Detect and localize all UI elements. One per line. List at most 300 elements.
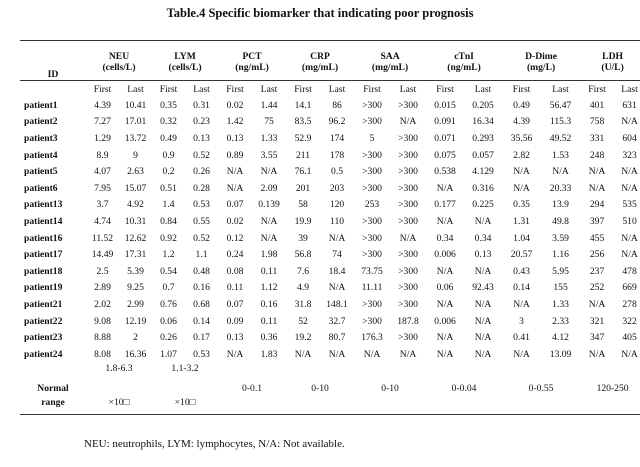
table-cell: N/A <box>621 249 638 261</box>
unit-saa: (mg/mL) <box>371 62 409 73</box>
normal-pct: 0-0.1 <box>242 383 263 394</box>
sub-header-last: Last <box>541 81 580 98</box>
table-cell: 115.3 <box>549 116 572 128</box>
table-cell: 17.01 <box>124 116 147 128</box>
table-cell: 155 <box>553 282 568 294</box>
table-cell: 347 <box>589 332 605 344</box>
table-cell: 0.84 <box>160 215 177 227</box>
patient-id: patient23 <box>24 332 63 344</box>
table-cell: 7.27 <box>94 116 111 128</box>
table-cell: 11.52 <box>91 232 114 244</box>
table-cell: 278 <box>622 298 637 310</box>
table-cell: N/A <box>399 116 417 128</box>
table-cell: N/A <box>474 215 492 227</box>
table-row <box>20 296 640 313</box>
table-cell: >300 <box>398 332 418 344</box>
table-cell: >300 <box>398 132 418 144</box>
table-cell: 256 <box>589 249 605 261</box>
patient-id: patient14 <box>24 215 63 227</box>
table-cell: 0.02 <box>226 99 244 111</box>
table-row <box>20 197 640 214</box>
table-cell: N/A <box>474 298 492 310</box>
table-cell: >300 <box>362 249 382 261</box>
table-cell: 0.071 <box>434 132 456 144</box>
table-cell: 323 <box>622 149 637 161</box>
table-cell: 253 <box>364 199 380 211</box>
table-cell: 535 <box>622 199 637 211</box>
table-cell: >300 <box>398 215 418 227</box>
table-cell: 86 <box>332 99 342 111</box>
table-cell: >300 <box>362 149 382 161</box>
normal-neu-range: 1.8-6.3 <box>105 362 133 374</box>
table-cell: 74 <box>332 249 342 261</box>
table-cell: 0.177 <box>434 199 456 211</box>
table-cell: N/A <box>260 166 278 178</box>
table-cell: 0.53 <box>193 348 210 360</box>
sub-header-first: First <box>502 81 541 98</box>
table-cell: 12.62 <box>124 232 147 244</box>
table-cell: 19.9 <box>294 215 312 227</box>
sub-header-first: First <box>426 81 464 98</box>
table-cell: 1.33 <box>552 298 569 310</box>
table-cell: N/A <box>436 298 454 310</box>
table-cell: 9 <box>133 149 138 161</box>
table-cell: 0.205 <box>472 99 494 111</box>
unit-ldh: (U/L) <box>601 62 624 73</box>
table-cell: 321 <box>589 315 605 327</box>
table-cell: 2.89 <box>94 282 111 294</box>
patient-id: patient5 <box>24 166 58 178</box>
table-cell: 176.3 <box>361 332 383 344</box>
table-row <box>20 230 640 247</box>
sub-header-first: First <box>354 81 390 98</box>
table-cell: 455 <box>589 232 605 244</box>
table-cell: 18.4 <box>328 265 346 277</box>
table-cell: 0.23 <box>193 116 210 128</box>
table-cell: 15.07 <box>124 182 147 194</box>
table-cell: 0.006 <box>434 249 456 261</box>
table-cell: 49.8 <box>552 215 569 227</box>
table-cell: 0.225 <box>472 199 494 211</box>
normal-ddime: 0-0.55 <box>528 383 554 394</box>
table-cell: 0.34 <box>474 232 492 244</box>
table-cell: >300 <box>398 166 418 178</box>
header-pct: PCT <box>218 41 286 63</box>
table-cell: 52.9 <box>294 132 312 144</box>
table-cell: N/A <box>436 182 454 194</box>
table-row <box>20 97 640 114</box>
table-cell: 5.95 <box>552 265 569 277</box>
table-cell: 2.02 <box>94 298 111 310</box>
table-cell: 0.13 <box>226 132 244 144</box>
table-cell: 0.02 <box>226 215 244 227</box>
table-cell: 0.28 <box>193 182 210 194</box>
table-cell: 0.34 <box>436 232 454 244</box>
table-cell: 174 <box>329 132 345 144</box>
table-cell: 0.091 <box>434 116 456 128</box>
table-cell: 401 <box>589 99 605 111</box>
table-cell: 76.1 <box>294 166 312 178</box>
table-cell: 510 <box>622 215 637 227</box>
table-cell: 2.09 <box>260 182 278 194</box>
table-row <box>20 114 640 131</box>
table-cell: N/A <box>328 232 346 244</box>
table-cell: 1.98 <box>260 249 278 261</box>
table-cell: 5 <box>369 132 375 144</box>
table-cell: >300 <box>398 149 418 161</box>
table-cell: N/A <box>436 215 454 227</box>
table-cell: N/A <box>474 332 492 344</box>
table-cell: N/A <box>621 166 638 178</box>
header-crp: CRP <box>286 41 354 63</box>
table-cell: 0.17 <box>193 332 210 344</box>
table-cell: 2.5 <box>96 265 109 277</box>
normal-crp: 0-10 <box>311 383 329 394</box>
table-row <box>20 147 640 164</box>
table-cell: 83.5 <box>294 116 312 128</box>
biomarker-table <box>20 40 640 415</box>
table-cell: 322 <box>622 315 637 327</box>
table-cell: 0.26 <box>160 332 177 344</box>
table-cell: N/A <box>552 166 569 178</box>
table-cell: N/A <box>588 182 606 194</box>
table-cell: 16.34 <box>472 116 494 128</box>
table-cell: 1.12 <box>260 282 278 294</box>
table-cell: 0.12 <box>226 232 244 244</box>
table-cell: 0.35 <box>160 99 177 111</box>
table-cell: 0.293 <box>472 132 494 144</box>
table-cell: 80.7 <box>328 332 346 344</box>
table-cell: 201 <box>295 182 311 194</box>
table-cell: 0.35 <box>513 199 530 211</box>
table-cell: N/A <box>588 348 606 360</box>
header-neu: NEU <box>86 41 152 63</box>
patient-id: patient19 <box>24 282 63 294</box>
table-cell: 5.39 <box>127 265 144 277</box>
table-cell: 0.2 <box>162 166 175 178</box>
sub-header-last: Last <box>119 81 152 98</box>
table-cell: 2.33 <box>552 315 569 327</box>
table-row <box>20 246 640 263</box>
table-cell: 52 <box>298 315 308 327</box>
table-cell: 604 <box>622 132 637 144</box>
table-cell: 0.14 <box>513 282 530 294</box>
table-cell: 0.43 <box>513 265 530 277</box>
table-cell: N/A <box>621 348 638 360</box>
header-lym: LYM <box>152 41 218 63</box>
sub-header-last: Last <box>464 81 502 98</box>
table-cell: >300 <box>362 298 382 310</box>
table-cell: >300 <box>398 298 418 310</box>
patient-id: patient22 <box>24 315 63 327</box>
table-cell: 0.06 <box>436 282 454 294</box>
table-cell: >300 <box>362 99 382 111</box>
table-cell: 4.74 <box>94 215 111 227</box>
patient-id: patient13 <box>24 199 63 211</box>
table-cell: 148.1 <box>326 298 348 310</box>
table-cell: 120 <box>329 199 345 211</box>
table-cell: 211 <box>296 149 311 161</box>
table-title: Table.4 Specific biomarker that indicating poor prognosis <box>166 6 474 20</box>
table-cell: N/A <box>474 265 492 277</box>
table-cell: N/A <box>588 298 606 310</box>
table-cell: 10.31 <box>124 215 147 227</box>
normal-lym-unit: ×10□ <box>152 397 218 415</box>
table-cell: 0.057 <box>472 149 494 161</box>
sub-header-first: First <box>152 81 185 98</box>
table-cell: 0.09 <box>226 315 244 327</box>
header-id: ID <box>20 41 86 81</box>
table-cell: 0.31 <box>193 99 210 111</box>
table-cell: N/A <box>588 166 606 178</box>
table-cell: 397 <box>589 215 605 227</box>
normal-bottom-spacer <box>218 397 640 415</box>
table-cell: 11.11 <box>361 282 383 294</box>
normal-spacer <box>218 363 640 381</box>
table-cell: N/A <box>226 182 244 194</box>
patient-id: patient1 <box>24 99 58 111</box>
unit-ddime: (mg/L) <box>526 62 556 73</box>
table-cell: 405 <box>622 332 637 344</box>
table-cell: 203 <box>329 182 345 194</box>
table-cell: 2.82 <box>513 149 530 161</box>
sub-header-last: Last <box>390 81 426 98</box>
table-cell: 1.07 <box>160 348 177 360</box>
table-cell: 8.08 <box>94 348 111 360</box>
patient-id: patient2 <box>24 116 58 128</box>
table-cell: 331 <box>589 132 605 144</box>
unit-ctni: (ng/mL) <box>447 62 481 73</box>
table-cell: 0.51 <box>160 182 177 194</box>
table-row <box>20 163 640 180</box>
table-cell: 0.52 <box>193 149 210 161</box>
table-cell: 75 <box>264 116 274 128</box>
table-cell: 10.41 <box>124 99 147 111</box>
table-cell: 0.075 <box>434 149 456 161</box>
table-cell: N/A <box>436 332 454 344</box>
table-cell: 0.14 <box>193 315 210 327</box>
table-cell: 478 <box>622 265 637 277</box>
table-cell: 0.26 <box>193 166 210 178</box>
table-cell: N/A <box>474 315 492 327</box>
table-cell: 0.36 <box>260 332 278 344</box>
patient-id: patient3 <box>24 132 58 144</box>
table-cell: N/A <box>621 116 638 128</box>
table-cell: 0.11 <box>260 265 278 277</box>
table-cell: 110 <box>330 215 345 227</box>
table-cell: 0.9 <box>162 149 175 161</box>
table-cell: 39 <box>298 232 308 244</box>
table-cell: N/A <box>513 298 530 310</box>
table-cell: 19.2 <box>294 332 312 344</box>
table-cell: 49.52 <box>549 132 572 144</box>
sub-header-first: First <box>286 81 320 98</box>
patient-id: patient18 <box>24 265 63 277</box>
table-row <box>20 130 640 147</box>
patient-id: patient24 <box>24 348 63 360</box>
table-cell: 4.92 <box>127 199 144 211</box>
table-cell: N/A <box>513 348 530 360</box>
table-cell: 0.7 <box>162 282 175 294</box>
sub-header-first: First <box>580 81 614 98</box>
table-cell: 1.2 <box>162 249 175 261</box>
table-cell: N/A <box>226 348 244 360</box>
sub-header-last: Last <box>185 81 218 98</box>
table-cell: 0.55 <box>193 215 210 227</box>
header-ctni: cTnI <box>426 41 502 63</box>
table-cell: 13.72 <box>124 132 147 144</box>
table-cell: 0.06 <box>160 315 177 327</box>
header-ldh: LDH <box>580 41 640 63</box>
sub-header-first: First <box>218 81 252 98</box>
table-cell: >300 <box>362 215 382 227</box>
table-cell: N/A <box>294 348 312 360</box>
table-row <box>20 213 640 230</box>
table-cell: 1.33 <box>260 132 278 144</box>
table-cell: 187.8 <box>397 315 419 327</box>
table-cell: >300 <box>398 199 418 211</box>
table-cell: 0.08 <box>226 265 244 277</box>
table-cell: >300 <box>362 116 382 128</box>
table-cell: >300 <box>398 282 418 294</box>
table-cell: 178 <box>329 149 345 161</box>
table-cell: 758 <box>589 116 605 128</box>
table-cell: 0.13 <box>193 132 210 144</box>
normal-neu-spacer <box>86 381 152 397</box>
table-cell: 1.16 <box>552 249 569 261</box>
table-cell: N/A <box>260 215 278 227</box>
sub-header-last: Last <box>252 81 286 98</box>
table-cell: 0.015 <box>434 99 456 111</box>
table-cell: 9.25 <box>127 282 144 294</box>
sub-header-first: First <box>86 81 119 98</box>
unit-neu: (cells/L) <box>102 62 136 73</box>
table-cell: 252 <box>589 282 605 294</box>
normal-lym-range: 1.1-3.2 <box>171 362 199 374</box>
table-cell: 4.9 <box>297 282 310 294</box>
table-cell: 4.12 <box>552 332 569 344</box>
table-cell: 0.139 <box>258 199 280 211</box>
table-cell: 14.1 <box>294 99 312 111</box>
table-cell: 0.92 <box>160 232 177 244</box>
table-cell: 0.16 <box>260 298 278 310</box>
table-row <box>20 263 640 280</box>
table-cell: 14.49 <box>91 249 114 261</box>
unit-pct: (ng/mL) <box>235 62 269 73</box>
table-cell: 237 <box>589 265 605 277</box>
table-cell: 631 <box>622 99 637 111</box>
table-cell: 0.49 <box>513 99 530 111</box>
table-cell: 0.13 <box>226 332 244 344</box>
table-cell: N/A <box>621 182 638 194</box>
table-cell: 12.19 <box>124 315 147 327</box>
table-cell: N/A <box>328 348 346 360</box>
table-cell: N/A <box>474 348 492 360</box>
table-cell: 0.13 <box>474 249 492 261</box>
table-cell: >300 <box>398 182 418 194</box>
table-cell: 1.04 <box>513 232 530 244</box>
table-cell: 13.9 <box>552 199 569 211</box>
table-cell: 0.316 <box>472 182 494 194</box>
table-cell: N/A <box>363 348 381 360</box>
table-cell: 31.8 <box>294 298 312 310</box>
table-cell: 1.29 <box>94 132 111 144</box>
table-cell: 4.39 <box>513 116 530 128</box>
table-cell: 2.63 <box>127 166 144 178</box>
table-cell: 0.07 <box>226 199 244 211</box>
table-cell: 0.89 <box>226 149 244 161</box>
table-cell: 2 <box>133 332 138 344</box>
table-cell: 0.07 <box>226 298 244 310</box>
table-cell: 0.11 <box>260 315 278 327</box>
table-cell: 8.88 <box>94 332 111 344</box>
table-row <box>20 180 640 197</box>
sub-blank <box>20 81 86 98</box>
table-cell: 294 <box>589 199 605 211</box>
table-cell: N/A <box>399 232 417 244</box>
table-row <box>20 329 640 346</box>
table-cell: >300 <box>362 315 382 327</box>
patient-id: patient17 <box>24 249 63 261</box>
table-cell: 7.95 <box>94 182 111 194</box>
table-cell: N/A <box>436 348 454 360</box>
patient-id: patient4 <box>24 149 58 161</box>
table-cell: N/A <box>399 348 417 360</box>
table-cell: 73.75 <box>361 265 383 277</box>
table-cell: 4.39 <box>94 99 111 111</box>
table-cell: 3.7 <box>96 199 109 211</box>
table-cell: N/A <box>226 166 244 178</box>
table-cell: 35.56 <box>510 132 533 144</box>
normal-lym-spacer <box>152 381 218 397</box>
table-cell: 3 <box>519 315 524 327</box>
table-row <box>20 280 640 297</box>
table-cell: >300 <box>398 265 418 277</box>
table-cell: 0.48 <box>193 265 210 277</box>
table-cell: 0.5 <box>331 166 344 178</box>
patient-id: patient21 <box>24 298 63 310</box>
table-cell: 20.33 <box>549 182 572 194</box>
normal-label-spacer <box>20 363 86 381</box>
table-cell: 0.52 <box>193 232 210 244</box>
table-cell: >300 <box>362 166 382 178</box>
table-cell: 0.006 <box>434 315 456 327</box>
table-cell: 0.32 <box>160 116 177 128</box>
table-cell: 0.24 <box>226 249 244 261</box>
header-ddime: D-Dime <box>502 41 580 63</box>
table-cell: 669 <box>622 282 637 294</box>
table-cell: 1.44 <box>260 99 278 111</box>
table-cell: N/A <box>328 282 346 294</box>
table-cell: 1.1 <box>195 249 208 261</box>
table-cell: 3.59 <box>552 232 569 244</box>
table-cell: 0.11 <box>226 282 244 294</box>
table-cell: >300 <box>362 232 382 244</box>
table-cell: 0.54 <box>160 265 177 277</box>
header-saa: SAA <box>354 41 426 63</box>
patient-id: patient6 <box>24 182 58 194</box>
table-cell: N/A <box>436 265 454 277</box>
sub-header-last: Last <box>614 81 640 98</box>
table-row <box>20 313 640 330</box>
unit-crp: (mg/mL) <box>301 62 339 73</box>
table-cell: 1.83 <box>260 348 278 360</box>
table-cell: 0.41 <box>513 332 530 344</box>
table-cell: 248 <box>589 149 605 161</box>
table-cell: >300 <box>398 99 418 111</box>
table-cell: 32.7 <box>328 315 346 327</box>
footnote: NEU: neutrophils, LYM: lymphocytes, N/A: Not available. <box>84 438 345 450</box>
